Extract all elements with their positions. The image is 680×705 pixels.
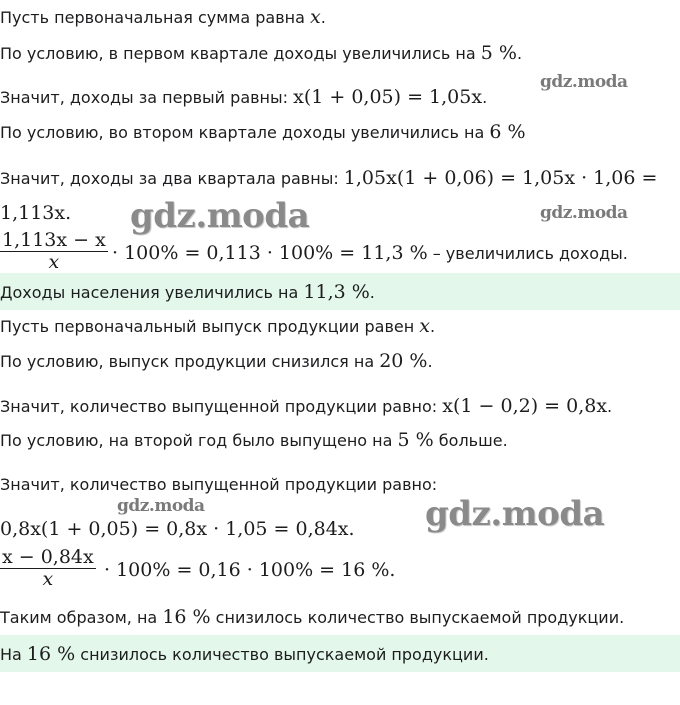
text-line: По условию, в первом квартале доходы увеличились на 5 %. xyxy=(0,42,523,64)
text-line: Значит, доходы за первый равны: x(1 + 0,05) = 1,05x. xyxy=(0,86,488,108)
watermark: gdz.moda xyxy=(540,72,628,92)
watermark: gdz.moda xyxy=(117,496,205,516)
fraction: $\frac{x - 0,84x}{x}$ xyxy=(2,546,94,590)
text-line: Пусть первоначальный выпуск продукции равен x. xyxy=(0,315,436,337)
fraction: $\frac{1,113x - x}{x}$ xyxy=(2,229,106,273)
text-line: Значит, количество выпущенной продукции равно: x(1 − 0,2) = 0,8x. xyxy=(0,395,613,417)
text-line: Значит, количество выпущенной продукции равно: xyxy=(0,475,438,494)
watermark: gdz.moda xyxy=(540,203,628,223)
answer-text: На 16 % снизилось количество выпускаемой продукции. xyxy=(0,643,489,665)
math-line: 1,113x. xyxy=(0,202,72,224)
text-line: Значит, доходы за два квартала равны: 1,05x(1 + 0,06) = 1,05x · 1,06 = xyxy=(0,167,658,189)
math-line: · 100% = 0,16 · 100% = 16 %. xyxy=(104,559,396,581)
math-line: 0,8x(1 + 0,05) = 0,8x · 1,05 = 0,84x. xyxy=(0,518,355,540)
text-line: · 100% = 0,113 · 100% = 11,3 % – увеличились доходы. xyxy=(112,242,628,264)
answer-text: Доходы населения увеличились на 11,3 %. xyxy=(0,281,375,303)
watermark: gdz.moda xyxy=(130,196,310,236)
watermark: gdz.moda xyxy=(425,494,605,534)
text-line: По условию, на второй год было выпущено на 5 % больше. xyxy=(0,429,508,451)
text-line: Пусть первоначальная сумма равна x. xyxy=(0,6,326,28)
text-line: По условию, во втором квартале доходы увеличились на 6 % xyxy=(0,121,526,143)
text-line: Таким образом, на 16 % снизилось количество выпускаемой продукции. xyxy=(0,606,625,628)
text-line: По условию, выпуск продукции снизился на 20 %. xyxy=(0,350,433,372)
